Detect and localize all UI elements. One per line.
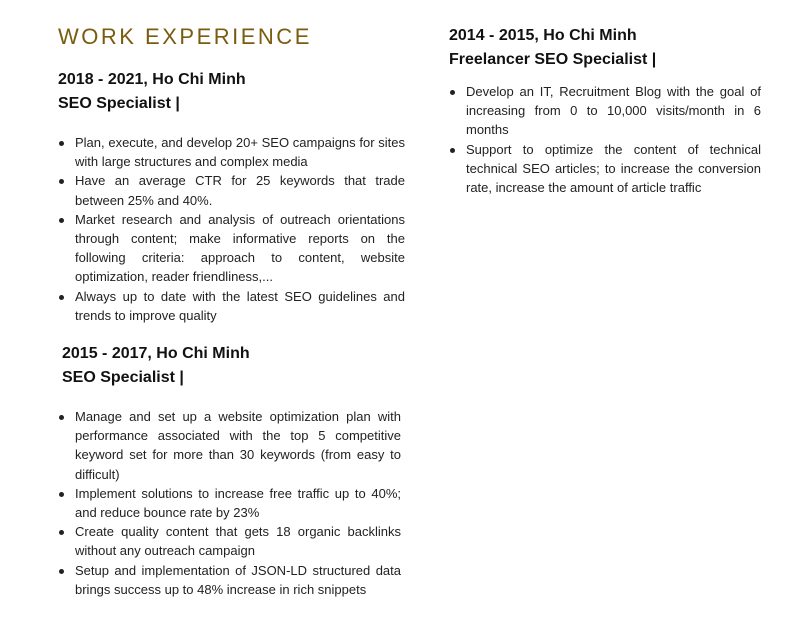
job-bullet bbox=[58, 407, 401, 484]
job-bullet bbox=[58, 171, 405, 209]
bullet-dot-icon bbox=[59, 569, 64, 574]
job-entry-2014-2015 bbox=[449, 24, 761, 197]
job-bullet bbox=[58, 522, 401, 560]
job-period-location: 2014 - 2015, Ho Chi Minh bbox=[449, 27, 637, 44]
job-bullet bbox=[58, 484, 401, 522]
job-bullet bbox=[449, 140, 761, 198]
job-entry-2018-2021 bbox=[58, 68, 405, 325]
job-bullet bbox=[58, 561, 401, 599]
job-role: SEO Specialist | bbox=[62, 369, 184, 386]
job-role: SEO Specialist | bbox=[58, 95, 180, 112]
job-period-location: 2018 - 2021, Ho Chi Minh bbox=[58, 71, 246, 88]
job-bullet-list bbox=[58, 407, 401, 599]
job-bullet-text: Plan, execute, and develop 20+ SEO campaigns for sites with large structures and complex media bbox=[75, 135, 405, 170]
bullet-dot-icon bbox=[450, 148, 455, 153]
job-bullet-list bbox=[449, 82, 761, 197]
job-role: Freelancer SEO Specialist | bbox=[449, 51, 657, 68]
bullet-dot-icon bbox=[59, 218, 64, 223]
job-bullet-text: Develop an IT, Recruitment Blog with the goal of increasing from 0 to 10,000 visits/month in 6 months bbox=[466, 84, 761, 138]
bullet-dot-icon bbox=[59, 530, 64, 535]
job-bullet-text: Always up to date with the latest SEO guidelines and trends to improve quality bbox=[75, 288, 405, 323]
job-bullet-text: Implement solutions to increase free traffic up to 40%; and reduce bounce rate by 23% bbox=[75, 485, 401, 521]
bullet-dot-icon bbox=[59, 141, 64, 146]
job-bullet bbox=[449, 82, 761, 140]
job-bullet-text: Create quality content that gets 18 organic backlinks without any outreach campaign bbox=[75, 524, 401, 559]
bullet-dot-icon bbox=[59, 295, 64, 300]
job-bullet bbox=[58, 210, 405, 287]
job-bullet bbox=[58, 133, 405, 171]
job-bullet-text: Market research and analysis of outreach orientations through content; make informative reports on the following criteria: approach to content, website optimization, reader friendliness,... bbox=[75, 211, 405, 285]
bullet-dot-icon bbox=[59, 492, 64, 497]
bullet-dot-icon bbox=[450, 90, 455, 95]
job-bullet-text: Support to optimize the content of technical technical SEO articles; to increase the conversion rate, increase the amount of article traffic bbox=[466, 141, 761, 196]
job-bullet-text: Setup and implementation of JSON-LD structured data brings success up to 48% increase in rich snippets bbox=[75, 562, 401, 597]
job-bullet bbox=[58, 287, 405, 325]
job-period-location: 2015 - 2017, Ho Chi Minh bbox=[62, 345, 250, 362]
section-title: WORK EXPERIENCE bbox=[58, 24, 312, 49]
bullet-dot-icon bbox=[59, 179, 64, 184]
job-bullet-text: Have an average CTR for 25 keywords that trade between 25% and 40%. bbox=[75, 173, 405, 208]
bullet-dot-icon bbox=[59, 415, 64, 420]
job-bullet-list bbox=[58, 133, 405, 325]
job-entry-2015-2017 bbox=[62, 342, 401, 599]
job-bullet-text: Manage and set up a website optimization plan with performance associated with the top 5 competitive keyword set for more than 30 keywords (from easy to difficult) bbox=[75, 409, 401, 482]
